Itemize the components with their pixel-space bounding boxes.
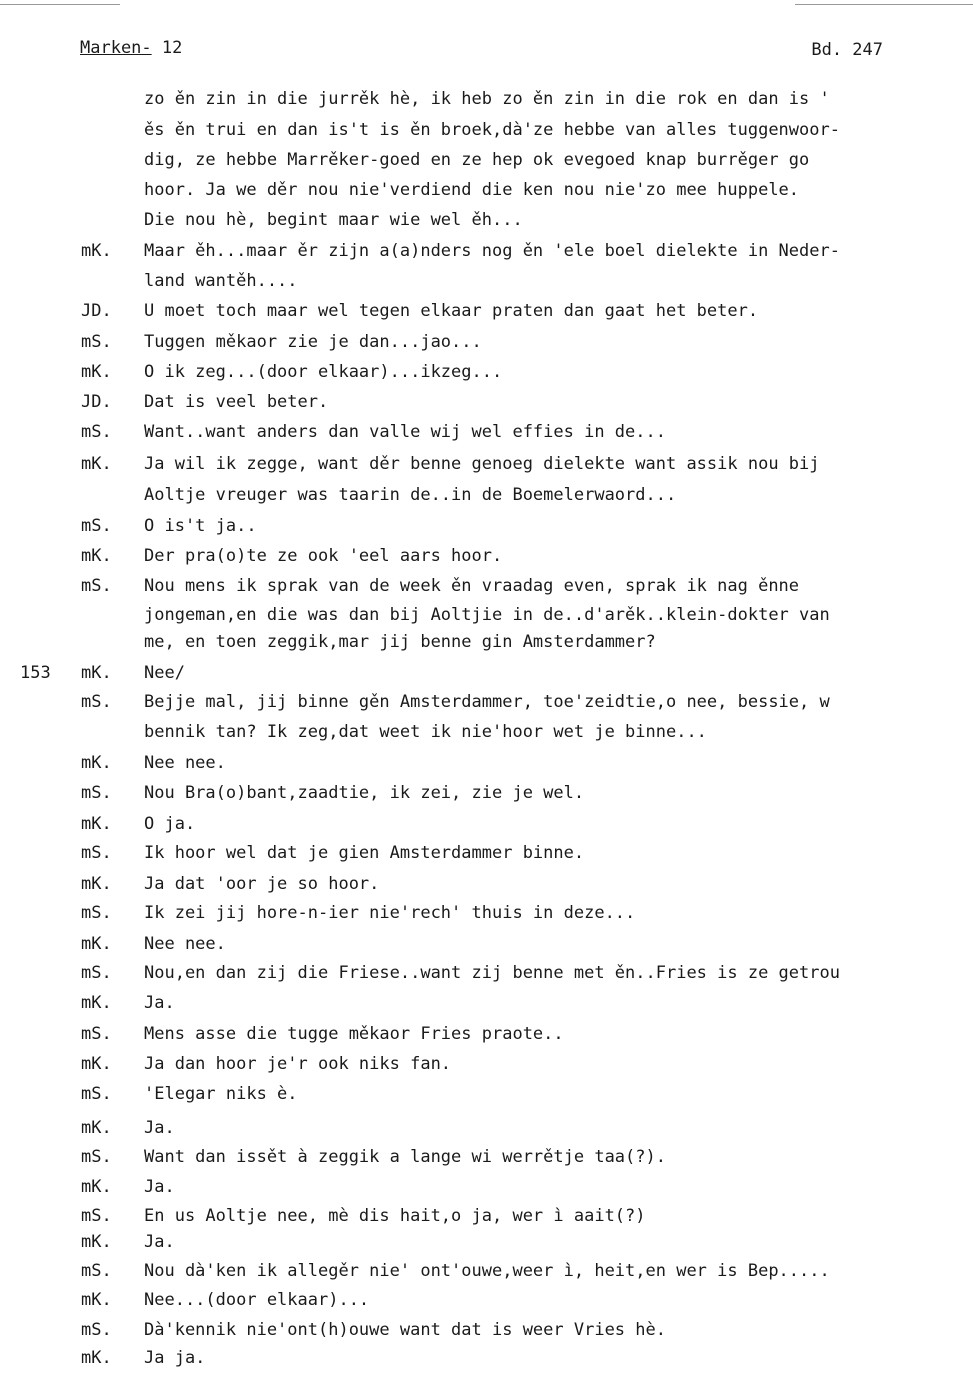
scan-edge-line (0, 4, 120, 5)
transcript-line (0, 576, 973, 606)
page-header (80, 38, 182, 58)
transcript-line (0, 180, 973, 210)
utterance-text: Ik zei jij hore-n-ier nie'rech' thuis in deze... (144, 903, 636, 923)
utterance-text: Nou mens ik sprak van de week ěn vraadag even, sprak ik nag ěnne (144, 576, 800, 596)
transcript-line (0, 1118, 973, 1148)
speaker-label: mK. (81, 454, 112, 474)
utterance-text: Nee nee. (144, 753, 226, 773)
utterance-text: Nou Bra(o)bant,zaadtie, ik zei, zie je wel. (144, 783, 585, 803)
utterance-text: Ik hoor wel dat je gien Amsterdammer binne. (144, 843, 585, 863)
transcript-line (0, 692, 973, 722)
transcript-line (0, 963, 973, 993)
speaker-label: mK. (81, 663, 112, 683)
utterance-text: Nee nee. (144, 934, 226, 954)
utterance-text: Ja dan hoor je'r ook niks fan. (144, 1054, 452, 1074)
utterance-text: hoor. Ja we děr nou nie'verdiend die ken nou nie'zo mee huppele. (144, 180, 800, 200)
speaker-label: mS. (81, 1024, 112, 1044)
utterance-text: Nou dà'ken ik allegěr nie' ont'ouwe,weer ì, heit,en wer is Bep..... (144, 1261, 830, 1281)
transcript-line (0, 722, 973, 752)
transcript-line (0, 150, 973, 180)
transcript-line (0, 332, 973, 362)
transcript-line (0, 1261, 973, 1291)
transcript-line (0, 516, 973, 546)
speaker-label: mK. (81, 1177, 112, 1197)
speaker-label: mK. (81, 814, 112, 834)
speaker-label: mK. (81, 1054, 112, 1074)
speaker-label: mK. (81, 362, 112, 382)
speaker-label: mS. (81, 692, 112, 712)
utterance-text: zo ěn zin in die jurrěk hè, ik heb zo ěn zin in die rok en dan is ' (144, 89, 830, 109)
utterance-text: En us Aoltje nee, mè dis hait,o ja, wer ì aait(?) (144, 1206, 646, 1226)
transcript-line (0, 454, 973, 484)
scan-edge-line (795, 4, 973, 5)
speaker-label: mS. (81, 903, 112, 923)
utterance-text: Want..want anders dan valle wij wel effies in de... (144, 422, 666, 442)
utterance-text: bennik tan? Ik zeg,dat weet ik nie'hoor wet je binne... (144, 722, 707, 742)
utterance-text: Nee...(door elkaar)... (144, 1290, 370, 1310)
transcript-line (0, 1232, 973, 1262)
transcript-line (0, 1320, 973, 1350)
speaker-label: JD. (81, 392, 112, 412)
speaker-label: mK. (81, 241, 112, 261)
utterance-text: Ja. (144, 993, 175, 1013)
speaker-label: mS. (81, 516, 112, 536)
transcript-line (0, 993, 973, 1023)
utterance-text: Nee/ (144, 663, 185, 683)
speaker-label: mK. (81, 934, 112, 954)
utterance-text: 'Elegar niks è. (144, 1084, 298, 1104)
speaker-label: mK. (81, 1118, 112, 1138)
speaker-label: mS. (81, 576, 112, 596)
transcript-line (0, 120, 973, 150)
transcript-line (0, 1084, 973, 1114)
transcript-line (0, 422, 973, 452)
transcript-line (0, 362, 973, 392)
utterance-text: Ja ja. (144, 1348, 206, 1368)
utterance-text: Bejje mal, jij binne gěn Amsterdammer, toe'zeidtie,o nee, bessie, w (144, 692, 830, 712)
utterance-text: me, en toen zeggik,mar jij benne gin Amsterdammer? (144, 632, 656, 652)
transcript-line (0, 210, 973, 240)
transcript-line (0, 753, 973, 783)
transcript-line (0, 814, 973, 844)
speaker-label: mS. (81, 783, 112, 803)
utterance-text: Dà'kennik nie'ont(h)ouwe want dat is weer Vries hè. (144, 1320, 666, 1340)
utterance-text: Ja. (144, 1177, 175, 1197)
utterance-text: Ja wil ik zegge, want děr benne genoeg dielekte want assik nou bij (144, 454, 820, 474)
transcript-line (0, 1290, 973, 1320)
utterance-text: Aoltje vreuger was taarin de..in de Boemelerwaord... (144, 485, 677, 505)
transcript-line (0, 301, 973, 331)
speaker-label: JD. (81, 301, 112, 321)
line-number: 153 (20, 663, 51, 683)
utterance-text: land wantěh.... (144, 271, 298, 291)
transcript-line (0, 874, 973, 904)
speaker-label: mS. (81, 1320, 112, 1340)
transcript-line (0, 605, 973, 635)
speaker-label: mK. (81, 753, 112, 773)
transcript-line (0, 1177, 973, 1207)
utterance-text: Tuggen měkaor zie je dan...jao... (144, 332, 482, 352)
speaker-label: mK. (81, 874, 112, 894)
speaker-label: mS. (81, 1084, 112, 1104)
utterance-text: Want dan issět à zeggik a lange wi werrětje taa(?). (144, 1147, 666, 1167)
speaker-label: mK. (81, 1232, 112, 1252)
transcript-line (0, 1147, 973, 1177)
transcript-line (0, 663, 973, 693)
utterance-text: Ja dat 'oor je so hoor. (144, 874, 380, 894)
transcript-line (0, 392, 973, 422)
speaker-label: mS. (81, 422, 112, 442)
utterance-text: ěs ěn trui en dan is't is ěn broek,dà'ze hebbe van alles tuggenwoor- (144, 120, 840, 140)
transcript-line (0, 843, 973, 873)
utterance-text: Dat is veel beter. (144, 392, 329, 412)
transcript-line (0, 632, 973, 662)
utterance-text: dig, ze hebbe Marrěker-goed en ze hep ok evegoed knap burrěger go (144, 150, 810, 170)
transcript-line (0, 546, 973, 576)
speaker-label: mS. (81, 1261, 112, 1281)
utterance-text: Die nou hè, begint maar wie wel ěh... (144, 210, 523, 230)
transcript-line (0, 783, 973, 813)
speaker-label: mS. (81, 963, 112, 983)
utterance-text: Mens asse die tugge měkaor Fries praote.. (144, 1024, 564, 1044)
transcript-line (0, 241, 973, 271)
utterance-text: U moet toch maar wel tegen elkaar praten dan gaat het beter. (144, 301, 759, 321)
speaker-label: mS. (81, 332, 112, 352)
utterance-text: Der pra(o)te ze ook 'eel aars hoor. (144, 546, 503, 566)
header-page-number: 12 (161, 38, 183, 58)
transcript-line (0, 89, 973, 119)
transcript-line (0, 1054, 973, 1084)
utterance-text: jongeman,en die was dan bij Aoltjie in de..d'arěk..klein-dokter van (144, 605, 830, 625)
header-title: Marken- (80, 38, 152, 58)
transcript-line (0, 1024, 973, 1054)
speaker-label: mS. (81, 1147, 112, 1167)
transcript-line (0, 934, 973, 964)
speaker-label: mS. (81, 843, 112, 863)
transcript-line (0, 271, 973, 301)
utterance-text: O ja. (144, 814, 196, 834)
transcript-line (0, 903, 973, 933)
speaker-label: mK. (81, 1348, 112, 1368)
speaker-label: mK. (81, 1290, 112, 1310)
utterance-text: Ja. (144, 1118, 175, 1138)
utterance-text: Maar ěh...maar ěr zijn a(a)nders nog ěn 'ele boel dielekte in Neder- (144, 241, 840, 261)
transcript-line (0, 485, 973, 515)
speaker-label: mK. (81, 993, 112, 1013)
utterance-text: O ik zeg...(door elkaar)...ikzeg... (144, 362, 503, 382)
utterance-text: Ja. (144, 1232, 175, 1252)
utterance-text: Nou,en dan zij die Friese..want zij benne met ěn..Fries is ze getrou (144, 963, 840, 983)
header-reference: Bd. 247 (811, 40, 883, 60)
speaker-label: mS. (81, 1206, 112, 1226)
utterance-text: O is't ja.. (144, 516, 257, 536)
transcript-line (0, 1348, 973, 1378)
speaker-label: mK. (81, 546, 112, 566)
